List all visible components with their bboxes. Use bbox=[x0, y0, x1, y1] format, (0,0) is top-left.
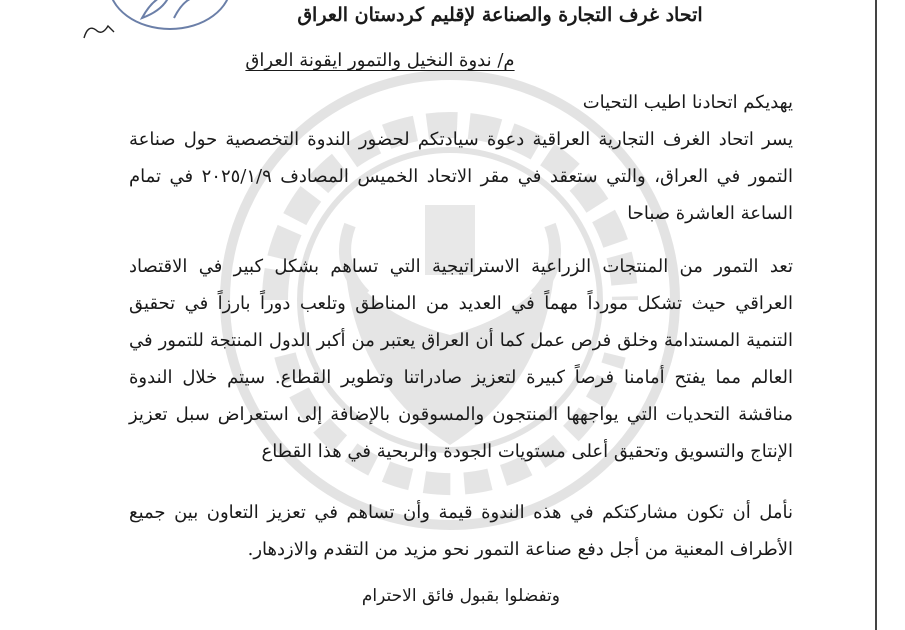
organization-title: اتحاد غرف التجارة والصناعة لإقليم كردستان العراق bbox=[297, 4, 703, 26]
letter-subject bbox=[0, 50, 760, 71]
page-edge-line bbox=[875, 0, 877, 630]
hope-paragraph: نأمل أن تكون مشاركتكم في هذه الندوة قيمة وأن تساهم في تعزيز التعاون بين جميع الأطراف المعنية من أجل دفع صناعة التمور نحو مزيد من التقدم والازدهار. bbox=[129, 502, 793, 560]
greeting-line: يهديكم اتحادنا اطيب التحيات bbox=[582, 92, 793, 113]
subject-text: م/ ندوة النخيل والتمور ايقونة العراق bbox=[245, 50, 515, 71]
handwritten-mark-icon bbox=[80, 16, 120, 46]
importance-paragraph: تعد التمور من المنتجات الزراعية الاستراتيجية التي تساهم بشكل كبير في الاقتصاد العراقي حيث تشكل مورداً مهماً في العديد من المناطق وتلعب دوراً بارزاً في تحقيق التنمية المستدامة وخلق فرص عمل كما أن العراق يعتبر من أكبر الدول المنتجة للتمور في العالم مما يفتح أمامنا فرصاً كبيرة لتعزيز صادراتنا وتطوير القطاع. سيتم خلال الندوة مناقشة التحديات التي يواجهها المنتجون والمسوقون بالإضافة إلى استعراض سبل تعزيز الإنتاج والتسويق وتحقيق أعلى مستويات الجودة والربحية في هذا القطاع bbox=[129, 256, 793, 462]
invitation-paragraph: يسر اتحاد الغرف التجارية العراقية دعوة سيادتكم لحضور الندوة التخصصية حول صناعة التمور في العراق، والتي ستعقد في مقر الاتحاد الخميس المصادف ٢٠٢٥/١/٩ في تمام الساعة العاشرة صباحا bbox=[129, 129, 793, 224]
closing-line: وتفضلوا بقبول فائق الاحترام bbox=[361, 586, 560, 606]
